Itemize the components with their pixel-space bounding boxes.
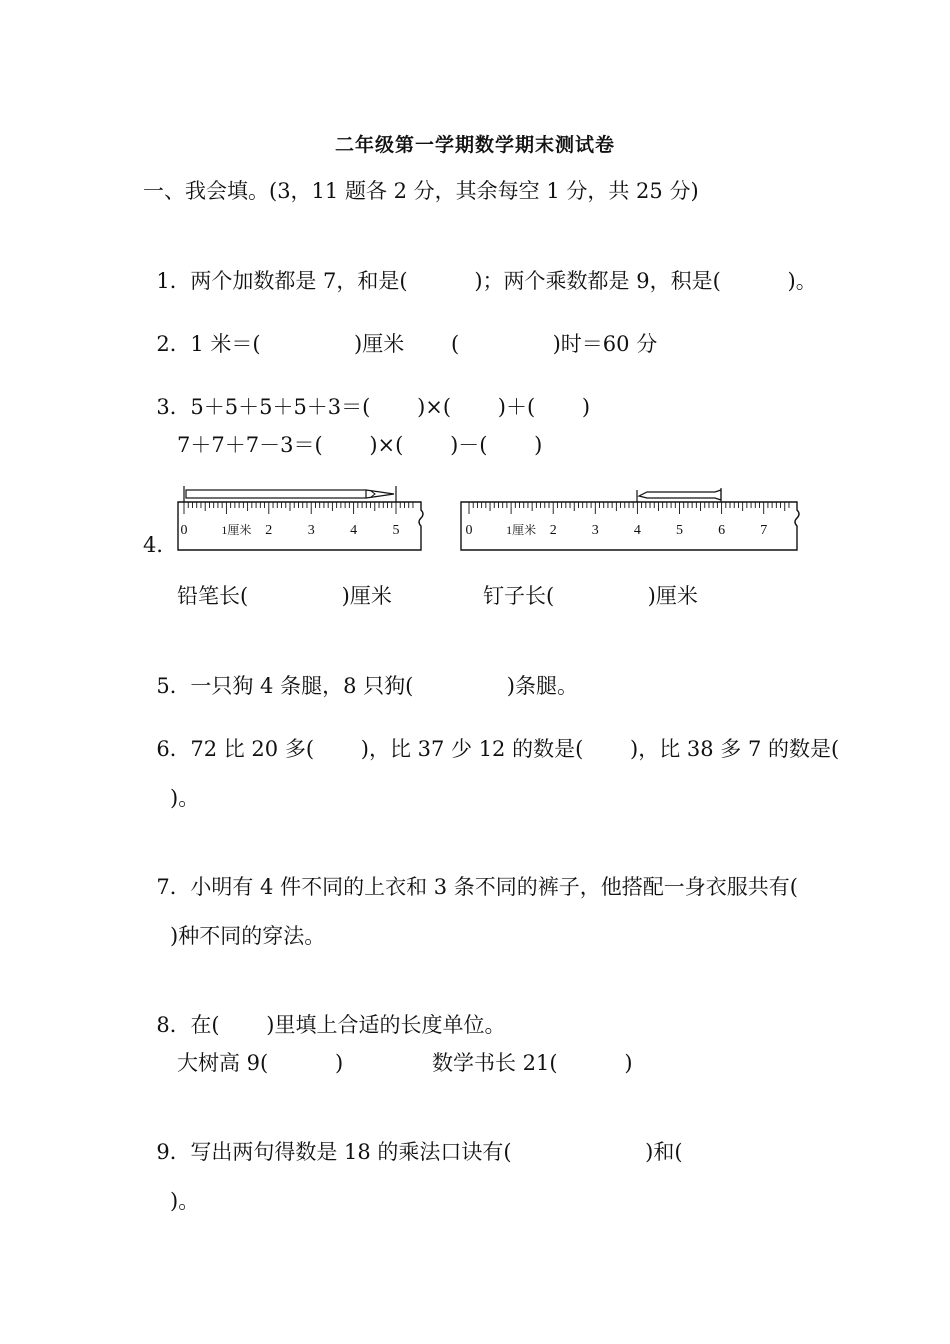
question-text: 写出两句得数是 18 的乘法口诀有( )和(: [190, 1140, 683, 1164]
ruler-with-nail: [459, 480, 804, 554]
ruler-label: 4: [350, 523, 358, 538]
nail-length-blank: 钉子长( )厘米: [483, 584, 698, 608]
question-1: [143, 242, 817, 294]
question-text: 1 米＝( )厘米 ( )时＝60 分: [190, 332, 658, 356]
nail-icon: [637, 488, 721, 502]
page-title: 二年级第一学期数学期末测试卷: [334, 134, 615, 156]
question-text: 72 比 20 多( )，比 37 少 12 的数是( )，比 38 多 7 的数是(: [190, 737, 840, 761]
question-text: 5＋5＋5＋5＋3＝( )×( )＋( ): [190, 395, 591, 419]
ruler-label: 2: [549, 523, 557, 538]
question-5: [143, 647, 578, 699]
question-9-tail: )。: [170, 1189, 200, 1213]
question-2: [143, 305, 657, 357]
question-text: 两个加数都是 7，和是( )；两个乘数都是 9，积是( )。: [190, 269, 817, 293]
pencil-icon: [184, 486, 396, 502]
ruler-with-pencil: [176, 480, 428, 554]
ruler-label: 3: [307, 523, 315, 538]
ruler-label: 5: [392, 523, 400, 538]
question-number: 3．: [156, 395, 191, 419]
ruler-label: 2: [265, 523, 273, 538]
ruler-ticks: [184, 502, 413, 514]
question-number: 2．: [156, 332, 191, 356]
question-3: [143, 368, 590, 420]
question-text: 在( )里填上合适的长度单位。: [190, 1013, 506, 1037]
ruler-label: 6: [718, 523, 726, 538]
question-7: [143, 848, 798, 900]
question-9: [143, 1113, 683, 1165]
question-6-tail: )。: [170, 786, 200, 810]
ruler-label: 1厘米: [506, 523, 537, 537]
question-7-tail: )种不同的穿法。: [170, 924, 326, 948]
ruler-labels: [181, 522, 400, 538]
tree-height-blank: 大树高 9( ): [177, 1051, 344, 1075]
pencil-length-blank: 铅笔长( )厘米: [177, 584, 392, 608]
ruler-body: [178, 502, 423, 550]
question-number: 6．: [156, 737, 191, 761]
ruler-label: 5: [676, 523, 683, 538]
question-3-line-2: 7＋7＋7－3＝( )×( )－( ): [177, 433, 543, 457]
ruler-label: 0: [180, 523, 188, 538]
question-number: 7．: [156, 875, 191, 899]
ruler-label: 4: [633, 523, 641, 538]
question-number: 5．: [156, 674, 191, 698]
question-number: 8．: [156, 1013, 191, 1037]
question-6: [143, 710, 839, 762]
question-text: 小明有 4 件不同的上衣和 3 条不同的裤子，他搭配一身衣服共有(: [190, 875, 798, 899]
ruler-ticks: [469, 502, 789, 514]
ruler-label: 7: [760, 523, 768, 538]
question-4-number: 4．: [143, 533, 178, 557]
question-number: 1．: [156, 269, 191, 293]
ruler-label: 3: [591, 523, 599, 538]
question-text: 一只狗 4 条腿，8 只狗( )条腿。: [190, 674, 578, 698]
question-8: [143, 986, 505, 1038]
ruler-label: 0: [465, 523, 473, 538]
question-number: 9．: [156, 1140, 191, 1164]
book-length-blank: 数学书长 21( ): [432, 1051, 633, 1075]
section-heading: 一、我会填。(3，11 题各 2 分，其余每空 1 分，共 25 分): [143, 179, 699, 203]
ruler-labels: [466, 522, 768, 538]
ruler-label: 1厘米: [221, 523, 252, 537]
